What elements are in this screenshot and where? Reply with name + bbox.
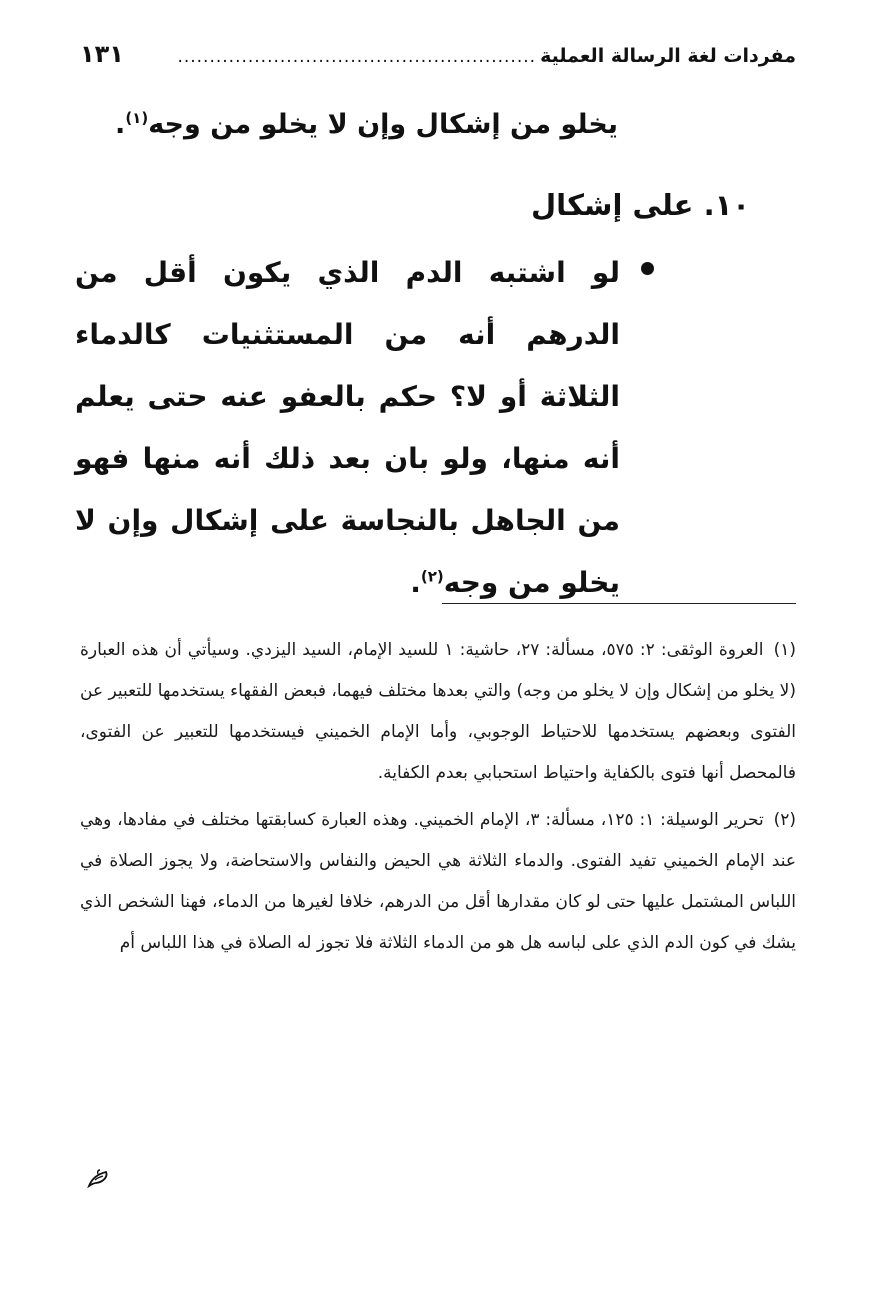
bullet-end: . (410, 566, 421, 599)
running-header (80, 40, 796, 80)
footnote-text: تحرير الوسيلة: ١: ١٢٥، مسألة: ٣، الإمام الخميني. وهذه العبارة كسابقتها مختلف في مفادها، وهي عند الإمام الخميني تفيد الفتوى. والدماء الثلاثة هي الحيض والنفاس والاستحاضة، ولا يجوز الصلاة في اللباس المشتمل عليها حتى لو كان مقدارها أقل من الدرهم، خلافا لغيرها من الدماء، فهنا الشخص الذي يشك في كون الدم الذي على لباسه هل هو من الدماء الثلاثة فلا تجوز له الصلاة في هذا اللباس أم (80, 810, 796, 953)
bullet-paragraph (75, 242, 620, 614)
continuation-end: . (115, 109, 126, 140)
footnotes (80, 630, 796, 970)
section-heading: ١٠. على إشكال (531, 188, 750, 222)
footnote-ref-1[interactable]: (١) (125, 109, 149, 127)
footnote-2 (80, 800, 796, 964)
continuation-paragraph (58, 100, 618, 150)
header-leader-dots: ........................................................ (177, 47, 537, 67)
footnote-ref-2[interactable]: (٢) (420, 567, 444, 586)
page-number: ١٣١ (80, 40, 124, 68)
leaf-ornament-icon (86, 1168, 112, 1190)
running-header-title: مفردات لغة الرسالة العملية (540, 45, 796, 67)
footnote-mark: (٢) (773, 810, 796, 830)
footnote-mark: (١) (773, 640, 796, 660)
footnote-separator (442, 603, 796, 604)
footnote-text: العروة الوثقى: ٢: ٥٧٥، مسألة: ٢٧، حاشية: ١ للسيد الإمام، السيد اليزدي. وسيأتي أن هذه العبارة (لا يخلو من إشكال وإن لا يخلو من وجه) والتي بعدها مختلف فيهما، فبعض الفقهاء يستخدمها للتعبير عن الفتوى وبعضهم يستخدمها للاحتياط الوجوبي، وأما الإمام الخميني فيستخدمها للتعبير عن الفتوى، فالمحصل أنها فتوى بالكفاية واحتياط استحبابي بعدم الكفاية. (80, 640, 796, 783)
bullet-text: لو اشتبه الدم الذي يكون أقل من الدرهم أنه من المستثنيات كالدماء الثلاثة أو لا؟ حكم بالعفو عنه حتى يعلم أنه منها، ولو بان بعد ذلك أنه منها فهو من الجاهل بالنجاسة على إشكال وإن لا يخلو من وجه (75, 256, 620, 599)
bullet-icon (641, 262, 654, 275)
continuation-text: يخلو من إشكال وإن لا يخلو من وجه (148, 109, 618, 140)
footnote-1 (80, 630, 796, 794)
